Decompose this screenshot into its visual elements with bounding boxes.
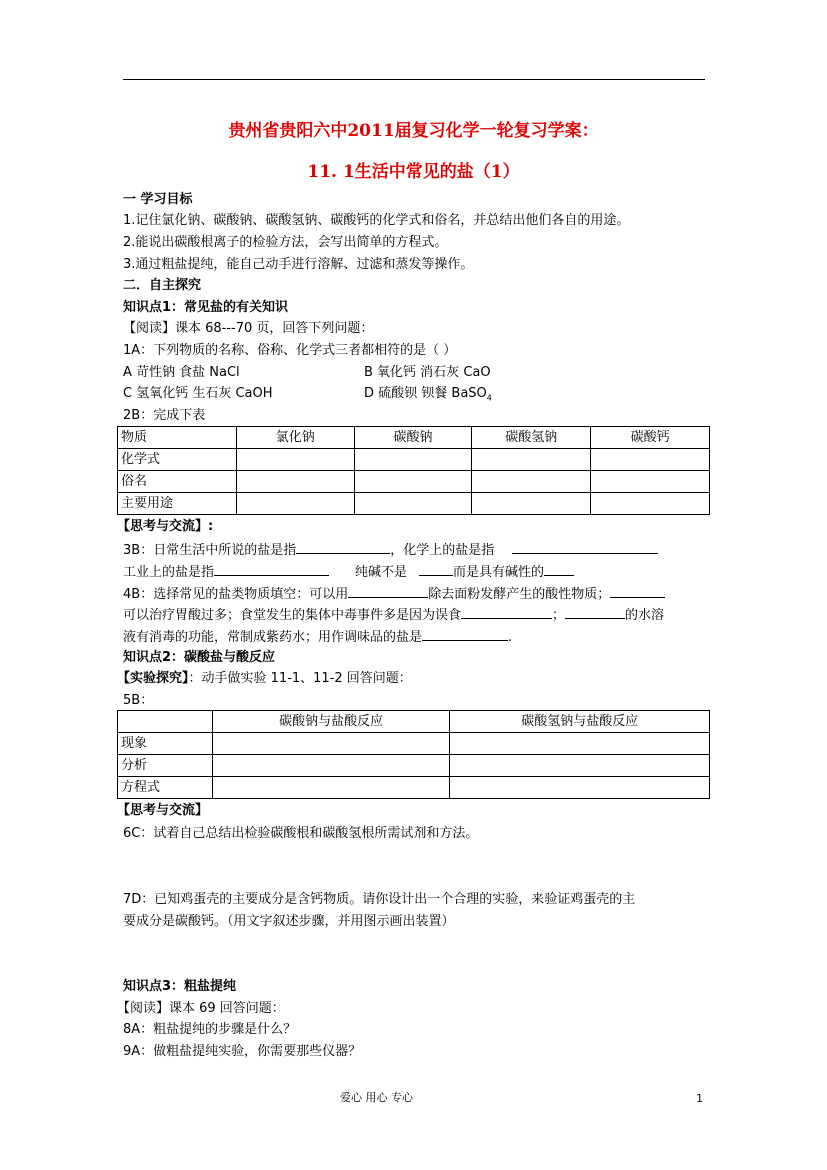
objective-2: 2.能说出碳酸根离子的检验方法，会写出简单的方程式。 [123, 235, 448, 250]
answer-blank[interactable] [296, 539, 390, 554]
question-3b-line1: 3B：日常生活中所说的盐是指 ，化学上的盐是指 [123, 539, 658, 561]
answer-blank[interactable] [422, 626, 508, 641]
table-header-cell: 碳酸氢钠 [472, 427, 591, 449]
question-2b: 2B：完成下表 [123, 408, 206, 423]
table-header-cell [118, 711, 213, 733]
footer-motto: 爱心 用心 专心 [340, 1091, 413, 1104]
section2-heading: 二．自主探究 [123, 278, 202, 293]
row-label: 现象 [118, 733, 213, 755]
page-number: 1 [696, 1092, 703, 1105]
kp1-read: 【阅读】课本 68---70 页，回答下列问题： [123, 321, 374, 336]
question-4b-line2: 可以治疗胃酸过多；食堂发生的集体中毒事件多是因为误食 ； 的水溶 [123, 604, 664, 626]
table-header-cell: 碳酸钠 [354, 427, 472, 449]
blank-cell [236, 493, 354, 515]
carbonate-reaction-table [117, 710, 710, 799]
salt-properties-table [117, 426, 710, 515]
answer-blank[interactable] [214, 561, 329, 576]
kp3-heading: 知识点3：粗盐提纯 [123, 979, 237, 994]
question-6c: 6C：试着自己总结出检验碳酸根和碳酸氢根所需试剂和方法。 [123, 826, 479, 841]
document-subtitle: 11. 1生活中常见的盐（1） [307, 162, 520, 182]
question-7d-line1: 7D：已知鸡蛋壳的主要成分是含钙物质。请你设计出一个合理的实验，来验证鸡蛋壳的主 [123, 892, 636, 907]
table-header-cell: 氯化钠 [236, 427, 354, 449]
blank-cell [236, 471, 354, 493]
kp1-heading: 知识点1：常见盐的有关知识 [123, 300, 289, 315]
kp3-read: 【阅读】课本 69 回答问题： [117, 1001, 285, 1016]
row-label: 化学式 [118, 449, 237, 471]
think-exchange-1: 【思考与交流】: [117, 519, 214, 534]
blank-cell [450, 733, 710, 755]
objective-1: 1.记住氯化钠、碳酸钠、碳酸氢钠、碳酸钙的化学式和俗名，并总结出他们各自的用途。 [123, 213, 630, 228]
table-row [118, 755, 710, 777]
table-header-cell: 碳酸氢钠与盐酸反应 [450, 711, 710, 733]
option-c: C 氢氧化钙 生石灰 CaOH [123, 386, 273, 401]
table-row [118, 493, 710, 515]
blank-cell [591, 493, 710, 515]
blank-cell [236, 449, 354, 471]
kp2-heading: 知识点2：碳酸盐与酸反应 [123, 650, 276, 665]
question-4b-line3: 液有消毒的功能，常制成紫药水；用作调味品的盐是 . [123, 626, 512, 648]
section1-heading: 一 学习目标 [123, 192, 193, 207]
table-header-row [118, 427, 710, 449]
objective-3: 3.通过粗盐提纯，能自己动手进行溶解、过滤和蒸发等操作。 [123, 257, 474, 272]
row-label: 主要用途 [118, 493, 237, 515]
blank-cell [354, 449, 472, 471]
kp2-experiment: 【实验探究】：动手做实验 11-1、11-2 回答问题： [117, 671, 412, 686]
option-d: D 硫酸钡 钡餐 BaSO$_4$ [364, 386, 492, 403]
blank-cell [472, 449, 591, 471]
table-header-row [118, 711, 710, 733]
blank-cell [212, 755, 450, 777]
table-row [118, 449, 710, 471]
blank-cell [450, 777, 710, 799]
document-title: 贵州省贵阳六中2011届复习化学一轮复习学案： [228, 121, 599, 141]
think-exchange-2: 【思考与交流】 [117, 803, 209, 818]
blank-cell [212, 777, 450, 799]
table-header-cell: 碳酸钠与盐酸反应 [212, 711, 450, 733]
answer-blank[interactable] [565, 604, 625, 619]
answer-blank[interactable] [544, 561, 574, 576]
question-4b-line1: 4B：选择常见的盐类物质填空：可以用 除去面粉发酵产生的酸性物质； [123, 583, 665, 605]
answer-blank[interactable] [461, 604, 552, 619]
row-label: 方程式 [118, 777, 213, 799]
table-row [118, 471, 710, 493]
row-label: 分析 [118, 755, 213, 777]
question-5b: 5B： [123, 693, 154, 708]
table-row [118, 777, 710, 799]
table-header-cell: 物质 [118, 427, 237, 449]
blank-cell [472, 493, 591, 515]
header-rule [123, 79, 705, 80]
answer-blank[interactable] [512, 539, 658, 554]
question-3b-line2: 工业上的盐是指 纯碱不是 而是具有碱性的 [123, 561, 574, 583]
blank-cell [450, 755, 710, 777]
blank-cell [591, 471, 710, 493]
question-1a: 1A：下列物质的名称、俗称、化学式三者都相符的是（ ） [123, 343, 457, 358]
blank-cell [212, 733, 450, 755]
question-7d-line2: 要成分是碳酸钙。（用文字叙述步骤，并用图示画出装置） [123, 914, 455, 929]
table-header-cell: 碳酸钙 [591, 427, 710, 449]
blank-cell [354, 493, 472, 515]
answer-blank[interactable] [610, 583, 665, 598]
table-row [118, 733, 710, 755]
blank-cell [591, 449, 710, 471]
option-a: A 苛性钠 食盐 NaCl [123, 365, 240, 380]
answer-blank[interactable] [348, 583, 428, 598]
question-9a: 9A：做粗盐提纯实验，你需要那些仪器？ [123, 1044, 362, 1059]
option-b: B 氧化钙 消石灰 CaO [364, 365, 491, 380]
blank-cell [472, 471, 591, 493]
question-8a: 8A：粗盐提纯的步骤是什么？ [123, 1022, 297, 1037]
row-label: 俗名 [118, 471, 237, 493]
blank-cell [354, 471, 472, 493]
answer-blank[interactable] [419, 561, 453, 576]
